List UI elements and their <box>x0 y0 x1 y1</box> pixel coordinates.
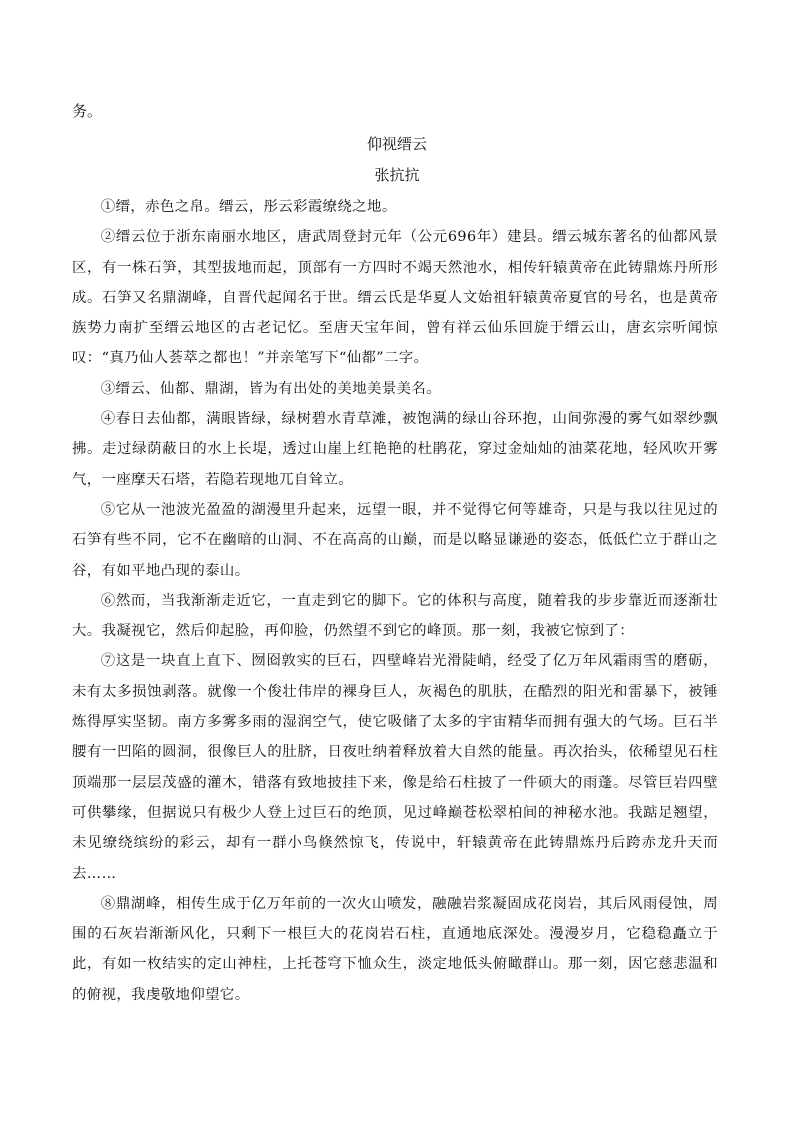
previous-page-fragment: 务。 <box>72 102 103 120</box>
article-author: 张抗抗 <box>374 166 420 184</box>
paragraph-5: ⑤它从一池波光盈盈的湖漫里升起来，远望一眼，并不觉得它何等雄奇，只是与我以往见过的石笋有些不同，它不在幽暗的山洞、不在高高的山巅，而是以略显谦逊的姿态，低低伫立于群山之谷，有如平地凸现的泰山。 <box>72 501 718 579</box>
paragraph-8: ⑧鼎湖峰，相传生成于亿万年前的一次火山喷发，融融岩浆凝固成花岗岩，其后风雨侵蚀，周围的石灰岩渐渐风化，只剩下一根巨大的花岗岩石柱，直通地底深处。漫漫岁月，它稳稳矗立于此，有如一枚结实的定山神柱，上托苍穹下恤众生，淡定地低头俯瞰群山。那一刻，因它慈悲温和的俯视，我虔敬地仰望它。 <box>72 895 718 1003</box>
article-title: 仰视缙云 <box>366 135 427 153</box>
paragraph-7: ⑦这是一块直上直下、囫囵敦实的巨石，四壁峰岩光滑陡峭，经受了亿万年风霜雨雪的磨砺，未有太多损蚀剥落。就像一个俊壮伟岸的裸身巨人，灰褐色的肌肤，在酷烈的阳光和雷暴下，被锤炼得厚实坚韧。南方多雾多雨的湿润空气，使它吸储了太多的宇宙精华而拥有强大的气场。巨石半腰有一凹陷的圆洞，很像巨人的肚脐，日夜吐纳着释放着大自然的能量。再次抬头，依稀望见石柱顶端那一层层茂盛的灌木，错落有致地披挂下来，像是给石柱披了一件硕大的雨蓬。尽管巨岩四壁可供攀缘，但据说只有极少人登上过巨石的绝顶，见过峰巅苍松翠柏间的神秘水池。我踮足翘望，未见缭绕缤纷的彩云，却有一群小鸟倏然惊飞，传说中，轩辕黄帝在此铸鼎炼丹后跨赤龙升天而去…… <box>72 653 718 882</box>
paragraph-2: ②缙云位于浙东南丽水地区，唐武周登封元年（公元696年）建县。缙云城东著名的仙都风景区，有一株石笋，其型拔地而起，顶部有一方四时不竭天然池水，相传轩辕黄帝在此铸鼎炼丹所形成。石笋又名鼎湖峰，自晋代起闻名于世。缙云氏是华夏人文始祖轩辕黄帝夏官的号名，也是黄帝族势力南扩至缙云地区的古老记忆。至唐天宝年间，曾有祥云仙乐回旋于缙云山，唐玄宗听闻惊叹：“真乃仙人荟萃之都也！”并亲笔写下“仙都”二字。 <box>72 229 718 367</box>
paragraph-4: ④春日去仙都，满眼皆绿，绿树碧水青草滩，被饱满的绿山谷环抱，山间弥漫的雾气如翠纱飘拂。走过绿荫蔽日的水上长堤，透过山崖上红艳艳的杜鹃花，穿过金灿灿的油菜花地，轻风吹开雾气，一座摩天石塔，若隐若现地兀自耸立。 <box>72 411 718 488</box>
paragraph-1: ①缙，赤色之帛。缙云，彤云彩霞缭绕之地。 <box>100 199 397 215</box>
paragraph-6: ⑥然而，当我渐渐走近它，一直走到它的脚下。它的体积与高度，随着我的步步靠近而逐渐壮大。我凝视它，然后仰起脸，再仰脸，仍然望不到它的峰顶。那一刻，我被它惊到了： <box>72 592 718 640</box>
paragraph-3: ③缙云、仙都、鼎湖，皆为有出处的美地美景美名。 <box>100 380 441 397</box>
article-body <box>72 192 718 1010</box>
